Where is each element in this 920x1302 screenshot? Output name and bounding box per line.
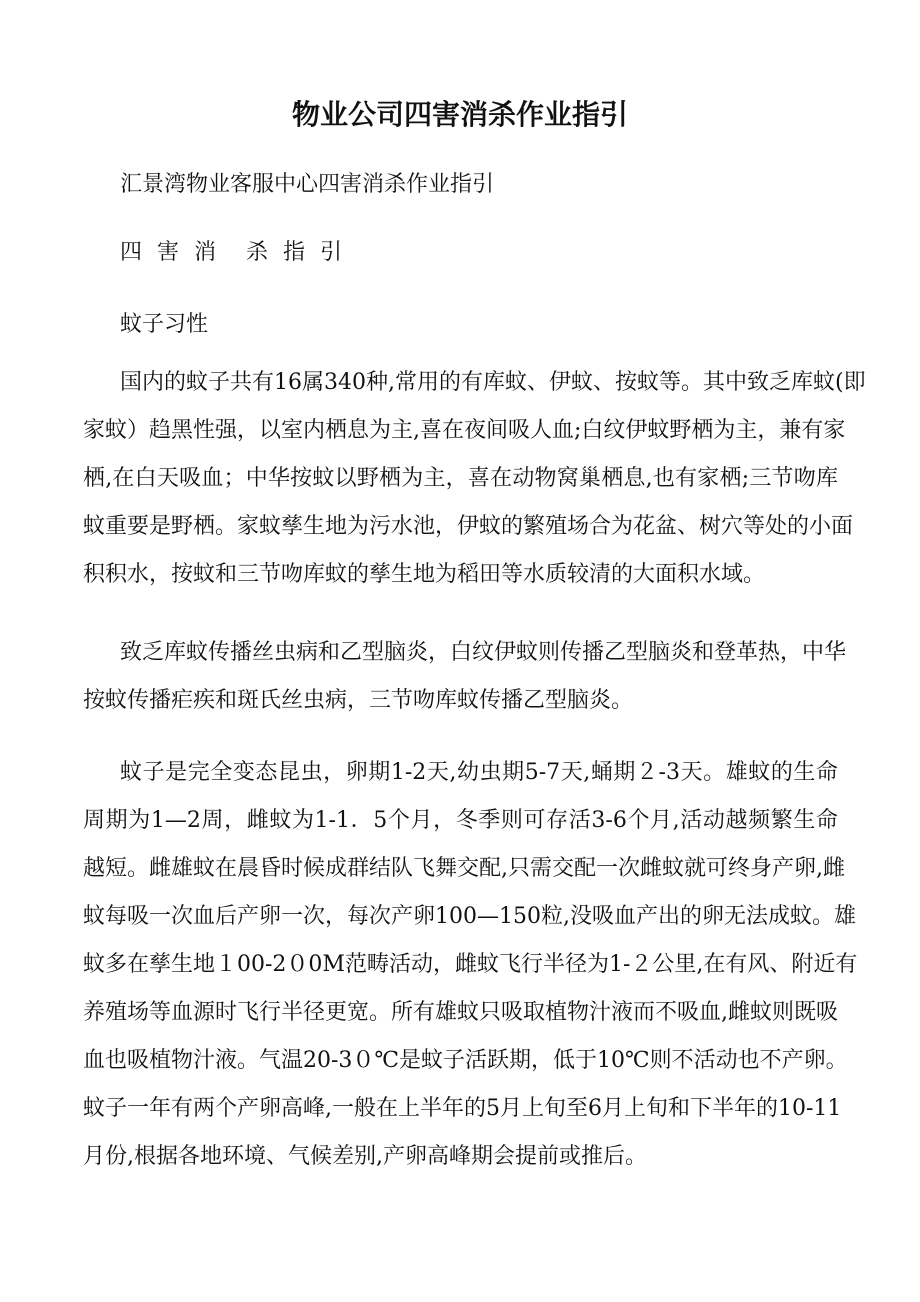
paragraph-line: 蚊多在孳生地１00-2０0M范畴活动，雌蚊飞行半径为1-２公里,在有风、附近有 <box>83 952 858 977</box>
document-title: 物业公司四害消杀作业指引 <box>291 98 628 131</box>
subsection-heading: 蚊子习性 <box>120 312 209 337</box>
paragraph-line: 蚊重要是野栖。家蚊孳生地为污水池，伊蚊的繁殖场合为花盆、树穴等处的小面 <box>83 514 854 539</box>
paragraph-line: 养殖场等血源时飞行半径更宽。所有雄蚊只吸取植物汁液而不吸血,雌蚊则既吸 <box>83 1000 838 1025</box>
subtitle: 汇景湾物业客服中心四害消杀作业指引 <box>120 172 495 197</box>
paragraph-line: 积积水，按蚊和三节吻库蚊的孳生地为稻田等水质较清的大面积水域。 <box>83 562 766 587</box>
section-heading: 四 害 消 杀 指 引 <box>120 240 346 265</box>
paragraph-line: 致乏库蚊传播丝虫病和乙型脑炎，白纹伊蚊则传播乙型脑炎和登革热，中华 <box>120 640 847 665</box>
paragraph-line: 月份,根据各地环境、气候差别,产卵高峰期会提前或推后。 <box>83 1144 647 1169</box>
paragraph-line: 按蚊传播疟疾和斑氏丝虫病，三节吻库蚊传播乙型脑炎。 <box>83 688 634 713</box>
paragraph-line: 血也吸植物汁液。气温20-3０℃是蚊子活跃期，低于10℃则不活动也不产卵。 <box>83 1048 848 1073</box>
paragraph-line: 蚊每吸一次血后产卵一次，每次产卵100—150粒,没吸血产出的卵无法成蚊。雄 <box>83 904 856 929</box>
paragraph-line: 周期为1—2周，雌蚊为1-1．5个月，冬季则可存活3-6个月,活动越频繁生命 <box>83 808 838 833</box>
paragraph-line: 家蚊）趋黑性强，以室内栖息为主,喜在夜间吸人血;白纹伊蚊野栖为主，兼有家 <box>83 418 846 443</box>
paragraph-line: 越短。雌雄蚊在晨昏时候成群结队飞舞交配,只需交配一次雌蚊就可终身产卵,雌 <box>83 856 845 881</box>
paragraph-line: 栖,在白天吸血；中华按蚊以野栖为主，喜在动物窝巢栖息,也有家栖;三节吻库 <box>83 466 838 491</box>
paragraph-line: 蚊子是完全变态昆虫，卵期1-2天,幼虫期5-7天,蛹期２-3天。雄蚊的生命 <box>120 760 838 785</box>
paragraph-line: 蚊子一年有两个产卵高峰,一般在上半年的5月上旬至6月上旬和下半年的10-11 <box>83 1096 842 1121</box>
paragraph-line: 国内的蚊子共有16属340种,常用的有库蚊、伊蚊、按蚊等。其中致乏库蚊(即 <box>120 370 866 395</box>
